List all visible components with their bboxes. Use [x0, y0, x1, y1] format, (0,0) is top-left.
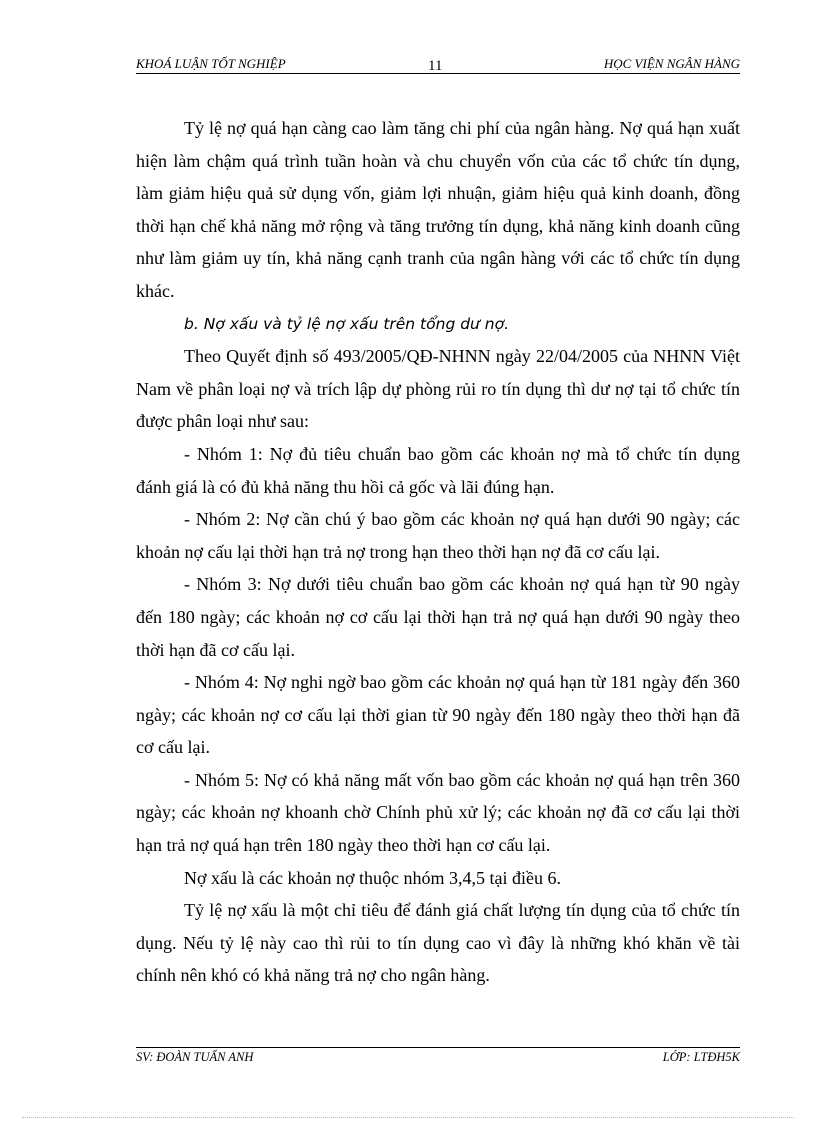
document-body: [136, 112, 740, 992]
header-title-left: KHOÁ LUẬN TỐT NGHIỆP: [136, 56, 286, 71]
page-bottom-dotted-line: [22, 1117, 794, 1118]
subheading-bad-debt: b. Nợ xấu và tỷ lệ nợ xấu trên tổng dư nợ.: [184, 314, 510, 333]
header-divider: [136, 73, 740, 74]
list-item-group-3: - Nhóm 3: Nợ dưới tiêu chuẩn bao gồm các khoản nợ quá hạn từ 90 ngày đến 180 ngày; các khoản nợ cơ cấu lại thời hạn trả nợ quá hạn dưới 90 ngày theo thời hạn đã cơ cấu lại.: [136, 574, 740, 660]
list-item-group-1: - Nhóm 1: Nợ đủ tiêu chuẩn bao gồm các khoản nợ mà tổ chức tín dụng đánh giá là có đủ khả năng thu hồi cả gốc và lãi đúng hạn.: [136, 443, 740, 497]
footer-divider: [136, 1047, 740, 1048]
paragraph-overdue-cost: Tỷ lệ nợ quá hạn càng cao làm tăng chi phí của ngân hàng. Nợ quá hạn xuất hiện làm chậm quá trình tuần hoàn và chu chuyển vốn của các tổ chức tín dụng, làm giảm hiệu quả sử dụng vốn, giảm lợi nhuận, giảm hiệu quả kinh doanh, đồng thời hạn chế khả năng mở rộng và tăng trưởng tín dụng, khả năng kinh doanh cũng như làm giảm uy tín, khả năng cạnh tranh của ngân hàng với các tổ chức tín dụng khác.: [136, 118, 740, 301]
page-number: 11: [428, 58, 443, 74]
page-header: [136, 54, 740, 74]
paragraph-bad-debt-ratio: Tỷ lệ nợ xấu là một chỉ tiêu để đánh giá chất lượng tín dụng của tổ chức tín dụng. Nếu tỷ lệ này cao thì rủi to tín dụng cao vì đây là những khó khăn về tài chính nên khó có khả năng trả nợ cho ngân hàng.: [136, 900, 740, 986]
paragraph-decision: Theo Quyết định số 493/2005/QĐ-NHNN ngày 22/04/2005 của NHNN Việt Nam về phân loại nợ và trích lập dự phòng rủi ro tín dụng thì dư nợ tại tổ chức tín được phân loại như sau:: [136, 346, 740, 432]
list-item-group-4: - Nhóm 4: Nợ nghi ngờ bao gồm các khoản nợ quá hạn từ 181 ngày đến 360 ngày; các khoản nợ cơ cấu lại thời gian từ 90 ngày đến 180 ngày theo thời hạn đã cơ cấu lại.: [136, 672, 740, 758]
list-item-group-5: - Nhóm 5: Nợ có khả năng mất vốn bao gồm các khoản nợ quá hạn trên 360 ngày; các khoản nợ khoanh chờ Chính phủ xử lý; các khoản nợ đã cơ cấu lại thời hạn trả nợ quá hạn trên 180 ngày theo thời hạn cơ cấu lại.: [136, 769, 740, 856]
header-title-right: HỌC VIỆN NGÂN HÀNG: [603, 56, 740, 71]
page-footer: [136, 1050, 740, 1068]
paragraph-bad-debt-definition: Nợ xấu là các khoản nợ thuộc nhóm 3,4,5 tại điều 6.: [184, 867, 561, 888]
footer-student: SV: ĐOÀN TUẤN ANH: [136, 1050, 254, 1064]
list-item-group-2: - Nhóm 2: Nợ cần chú ý bao gồm các khoản nợ quá hạn dưới 90 ngày; các khoản nợ cấu lại thời hạn trả nợ trong hạn theo thời hạn nợ đã cơ cấu lại.: [136, 509, 740, 562]
footer-class: LỚP: LTĐH5K: [662, 1050, 740, 1064]
